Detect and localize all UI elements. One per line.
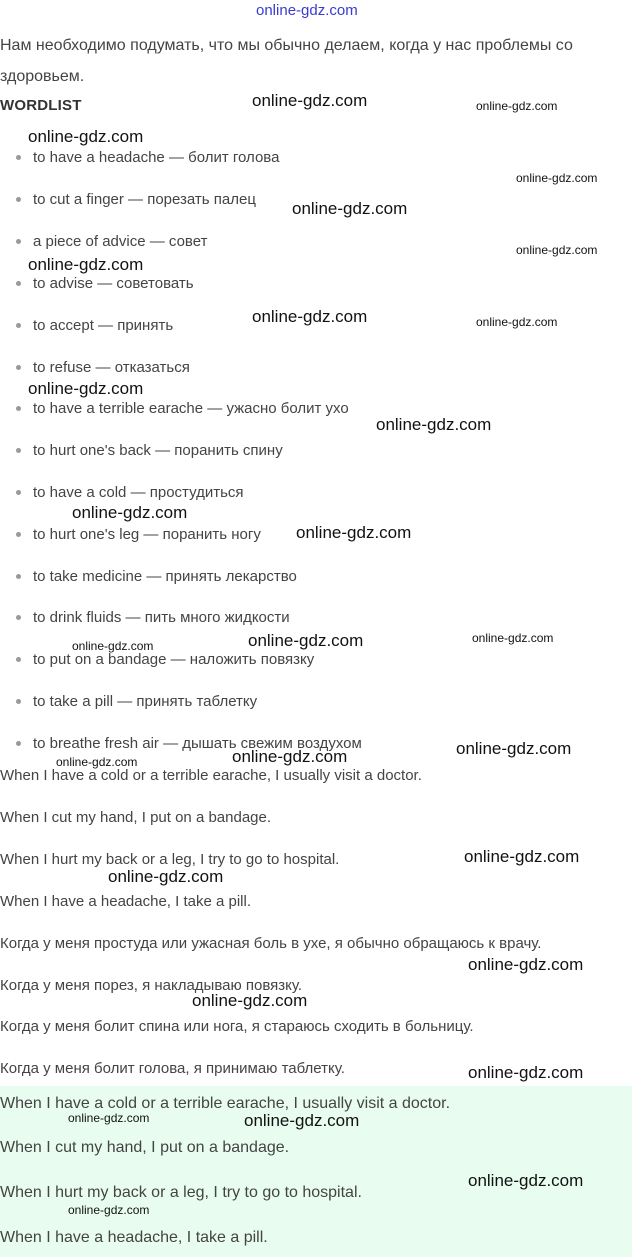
bullet-icon (16, 239, 21, 244)
list-item-text: to cut a finger — порезать палец (33, 191, 256, 208)
list-item (16, 233, 207, 250)
list-item (16, 191, 256, 208)
watermark: online-gdz.com (68, 1203, 150, 1217)
list-item-text: to breathe fresh air — дышать свежим воздухом (33, 735, 362, 752)
list-item-text: to have a headache — болит голова (33, 149, 280, 166)
watermark: online-gdz.com (376, 415, 492, 434)
bullet-icon (16, 741, 21, 746)
answer-sentence: When I cut my hand, I put on a bandage. (0, 1139, 290, 1156)
list-item-text: a piece of advice — совет (33, 233, 208, 250)
russian-sentence: Когда у меня болит спина или нога, я стараюсь сходить в больницу. (0, 1018, 474, 1035)
list-item (16, 484, 244, 501)
bullet-icon (16, 657, 21, 662)
bullet-icon (16, 574, 21, 579)
watermark: online-gdz.com (72, 503, 188, 522)
bullet-icon (16, 406, 21, 411)
wordlist-heading: WORDLIST (0, 97, 82, 114)
bullet-icon (16, 197, 21, 202)
watermark: online-gdz.com (252, 307, 368, 326)
watermark: online-gdz.com (468, 1171, 584, 1190)
bullet-icon (16, 281, 21, 286)
russian-sentence: Когда у меня простуда или ужасная боль в ухе, я обычно обращаюсь к врачу. (0, 935, 542, 952)
watermark: online-gdz.com (516, 171, 598, 185)
bullet-icon (16, 448, 21, 453)
russian-sentence: Когда у меня болит голова, я принимаю таблетку. (0, 1060, 345, 1077)
watermark: online-gdz.com (468, 955, 584, 974)
list-item (16, 149, 279, 166)
watermark: online-gdz.com (292, 199, 408, 218)
english-sentence: When I have a headache, I take a pill. (0, 893, 251, 910)
answer-sentence: When I hurt my back or a leg, I try to go to hospital. (0, 1184, 362, 1201)
list-item-text: to take medicine — принять лекарство (33, 568, 297, 585)
list-item-text: to refuse — отказаться (33, 359, 190, 376)
list-item-text: to have a terrible earache — ужасно болит ухо (33, 400, 349, 417)
watermark: online-gdz.com (476, 99, 558, 113)
list-item-text: to drink fluids — пить много жидкости (33, 609, 290, 626)
watermark: online-gdz.com (464, 847, 580, 866)
bullet-icon (16, 323, 21, 328)
watermark: online-gdz.com (192, 991, 308, 1010)
list-item (16, 651, 314, 668)
list-item-text: to hurt one's back — поранить спину (33, 442, 283, 459)
english-sentence: When I have a cold or a terrible earache, I usually visit a doctor. (0, 767, 422, 784)
watermark: online-gdz.com (476, 315, 558, 329)
english-sentence: When I hurt my back or a leg, I try to go to hospital. (0, 851, 340, 868)
watermark: online-gdz.com (72, 639, 154, 653)
list-item (16, 442, 283, 459)
list-item-text: to have a cold — простудиться (33, 484, 244, 501)
bullet-icon (16, 490, 21, 495)
watermark: online-gdz.com (28, 379, 144, 398)
watermark: online-gdz.com (468, 1063, 584, 1082)
list-item (16, 400, 349, 417)
watermark: online-gdz.com (296, 523, 412, 542)
watermark: online-gdz.com (248, 631, 364, 650)
watermark: online-gdz.com (252, 91, 368, 110)
list-item (16, 359, 190, 376)
list-item (16, 568, 297, 585)
list-item (16, 317, 173, 334)
watermark: online-gdz.com (56, 755, 138, 769)
list-item-text: to advise — советовать (33, 275, 194, 292)
list-item-text: to take a pill — принять таблетку (33, 693, 258, 710)
watermark: online-gdz.com (232, 747, 348, 766)
watermark: online-gdz.com (108, 867, 224, 886)
bullet-icon (16, 615, 21, 620)
bullet-icon (16, 155, 21, 160)
list-item-text: to accept — принять (33, 317, 174, 334)
watermark: online-gdz.com (472, 631, 554, 645)
english-sentence: When I cut my hand, I put on a bandage. (0, 809, 272, 826)
bullet-icon (16, 699, 21, 704)
header-watermark: online-gdz.com (256, 2, 358, 19)
watermark: online-gdz.com (516, 243, 598, 257)
answer-sentence: When I have a headache, I take a pill. (0, 1229, 268, 1246)
list-item (16, 693, 257, 710)
watermark: online-gdz.com (456, 739, 572, 758)
list-item (16, 526, 261, 543)
watermark: online-gdz.com (28, 127, 144, 146)
list-item-text: to hurt one's leg — поранить ногу (33, 526, 261, 543)
watermark: online-gdz.com (244, 1111, 360, 1130)
watermark: online-gdz.com (68, 1111, 150, 1125)
list-item (16, 275, 194, 292)
watermark: online-gdz.com (28, 255, 144, 274)
list-item (16, 609, 290, 626)
bullet-icon (16, 532, 21, 537)
answer-sentence: When I have a cold or a terrible earache, I usually visit a doctor. (0, 1095, 451, 1112)
bullet-icon (16, 365, 21, 370)
russian-sentence: Когда у меня порез, я накладываю повязку. (0, 977, 303, 994)
intro-text: Нам необходимо подумать, что мы обычно делаем, когда у нас проблемы со здоровьем. (0, 37, 573, 85)
list-item-text: to put on a bandage — наложить повязку (33, 651, 315, 668)
